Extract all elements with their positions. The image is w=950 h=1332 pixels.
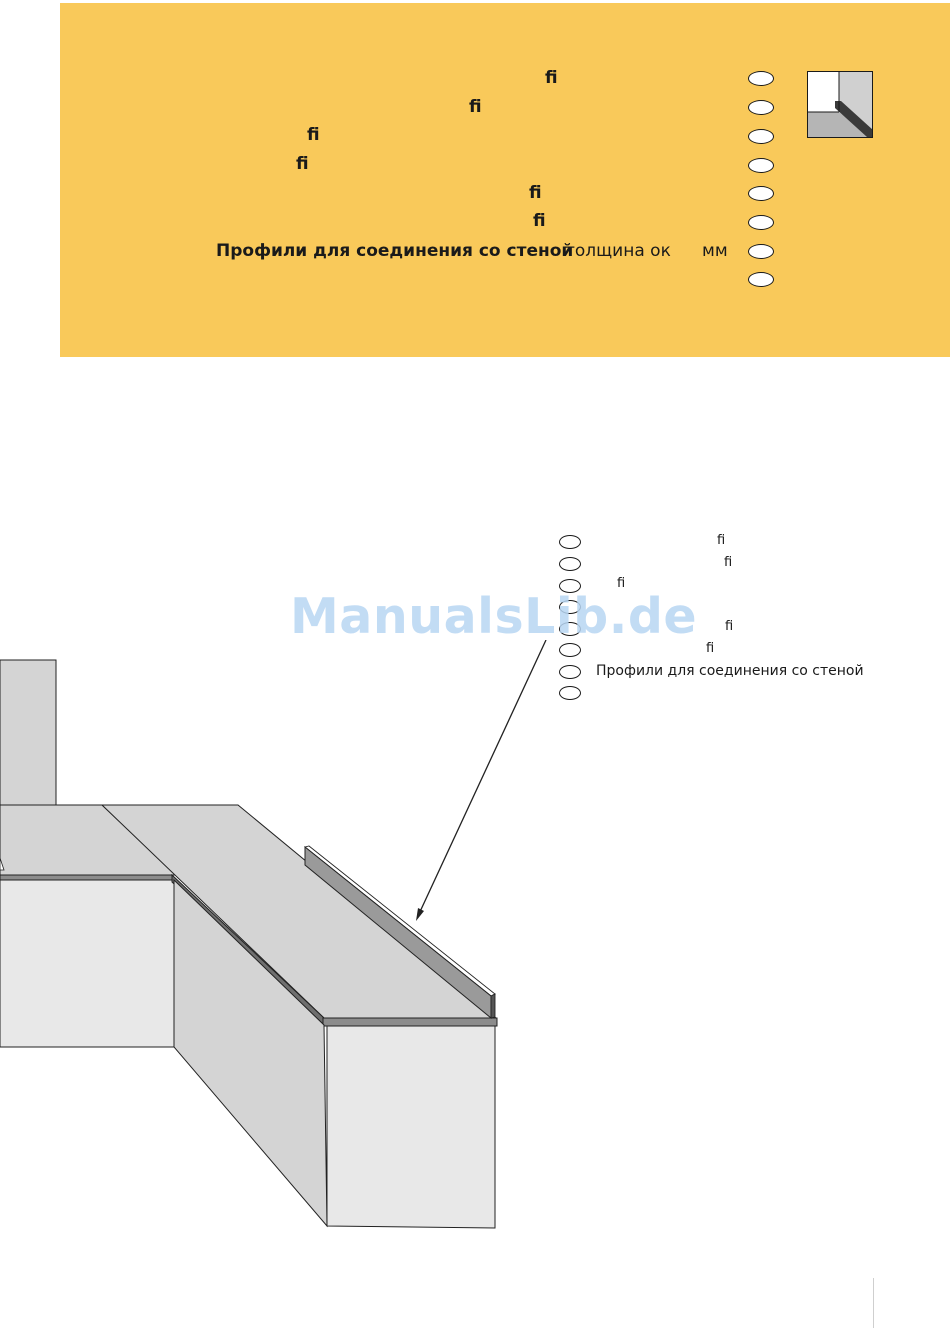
panel-checkbox-8[interactable]	[748, 272, 774, 287]
panel-ligature-2: ﬁ	[469, 97, 482, 117]
wall-profile-icon	[807, 71, 873, 138]
legend-checkbox-2[interactable]	[559, 557, 581, 571]
panel-ligature-6: ﬁ	[533, 211, 546, 231]
panel-checkbox-7[interactable]	[748, 244, 774, 259]
legend-ligature-1: ﬁ	[717, 533, 726, 548]
panel-ligature-1: ﬁ	[545, 68, 558, 88]
watermark: ManualsLib.de	[290, 588, 698, 645]
panel-checkbox-1[interactable]	[748, 71, 774, 86]
legend-ligature-3: ﬁ	[617, 576, 626, 591]
panel-ligature-4: ﬁ	[296, 154, 309, 174]
panel-checkbox-6[interactable]	[748, 215, 774, 230]
legend-checkbox-1[interactable]	[559, 535, 581, 549]
panel-ligature-3: ﬁ	[307, 125, 320, 145]
thickness-label: толщина ок	[565, 241, 671, 261]
panel-checkbox-5[interactable]	[748, 186, 774, 201]
legend-checkbox-8[interactable]	[559, 686, 581, 700]
legend-ligature-4: ﬁ	[725, 619, 734, 634]
legend-ligature-2: ﬁ	[724, 555, 733, 570]
panel-checkbox-3[interactable]	[748, 129, 774, 144]
legend-checkbox-7[interactable]	[559, 665, 581, 679]
unit-label: мм	[702, 241, 728, 261]
countertop-illustration	[0, 640, 560, 1240]
wall-profile-heading: Профили для соединения со стеной	[216, 241, 574, 261]
page-edge-rule	[873, 1278, 874, 1328]
panel-checkbox-4[interactable]	[748, 158, 774, 173]
panel-checkbox-2[interactable]	[748, 100, 774, 115]
info-panel	[60, 3, 950, 357]
panel-ligature-5: ﬁ	[529, 183, 542, 203]
legend-ligature-5: ﬁ	[706, 641, 715, 656]
legend-checkbox-6[interactable]	[559, 643, 581, 657]
legend-wall-profile-label: Профили для соединения со стеной	[596, 663, 864, 679]
